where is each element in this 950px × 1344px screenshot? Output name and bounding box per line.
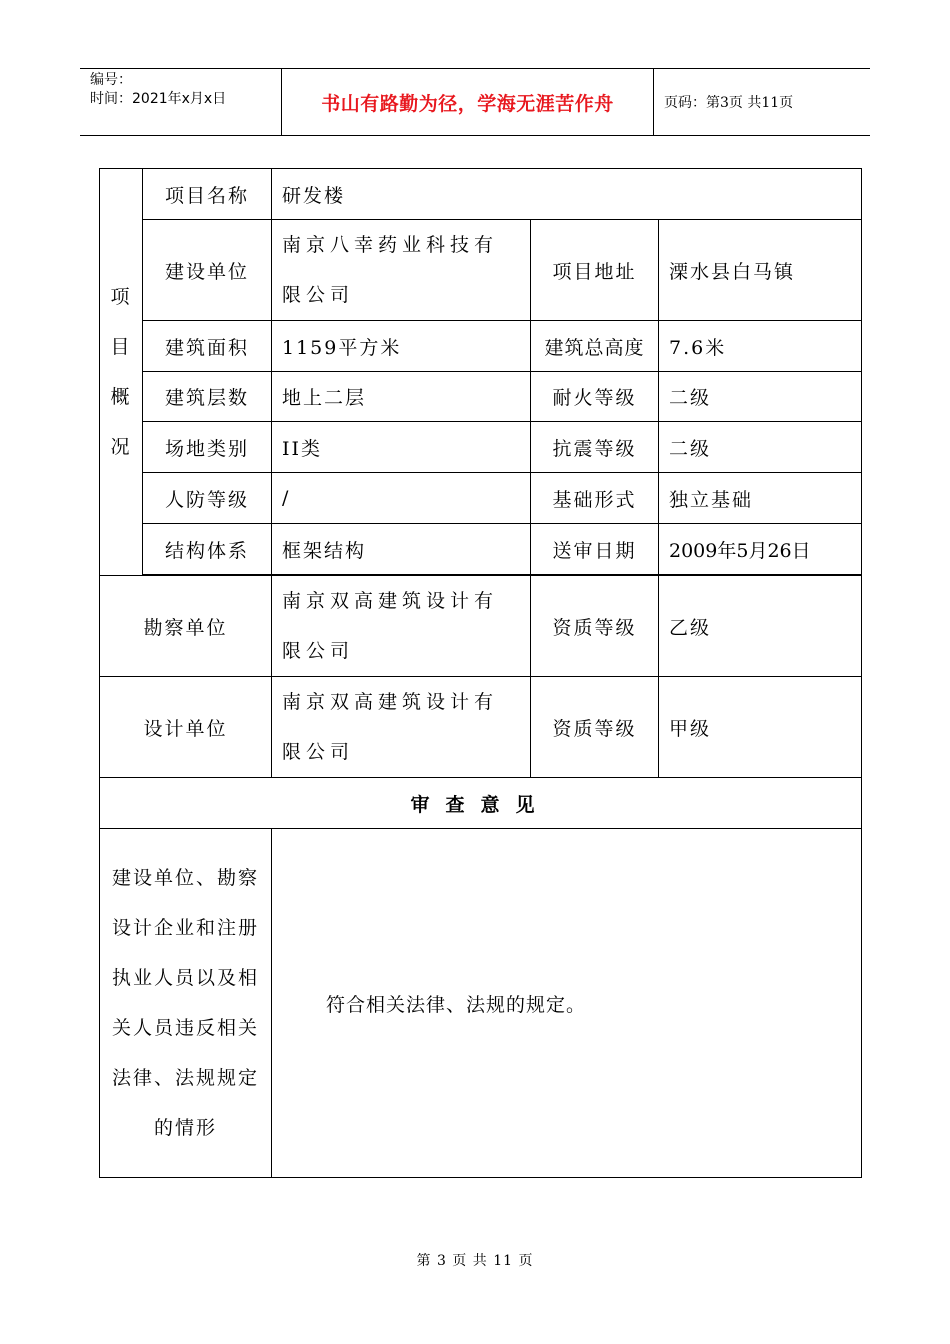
serial-label: 编号： [90, 72, 132, 88]
header-page-code: 页码：第3页 共11页 [664, 95, 794, 111]
survey-unit-label: 勘察单位 [100, 576, 272, 677]
height-label: 建筑总高度 [531, 321, 659, 372]
site-label: 场地类别 [143, 422, 272, 473]
review-opinion-title: 审查意见 [100, 778, 862, 829]
fire-label: 耐火等级 [531, 372, 659, 422]
builder-value: 南京八幸药业科技有限公司 [272, 220, 531, 321]
foundation-value: 独立基础 [659, 473, 862, 524]
review-opinion-text: 符合相关法律、法规的规定。 [272, 829, 862, 1178]
table-row [100, 372, 862, 422]
submit-date-value: 2009年5月26日 [659, 524, 862, 575]
seismic-value: 二级 [659, 422, 862, 473]
project-name-value: 研发楼 [272, 169, 862, 220]
foundation-label: 基础形式 [531, 473, 659, 524]
table-row [100, 169, 862, 220]
area-label: 建筑面积 [143, 321, 272, 372]
floors-label: 建筑层数 [143, 372, 272, 422]
overview-char: 项 [110, 286, 132, 308]
table-row [100, 473, 862, 524]
fire-value: 二级 [659, 372, 862, 422]
table-row [100, 422, 862, 473]
civil-defense-value: / [272, 473, 531, 524]
area-value: 1159平方米 [272, 321, 531, 372]
review-criteria-label: 建设单位、勘察设计企业和注册执业人员以及相关人员违反相关法律、法规规定的情形 [100, 829, 272, 1178]
overview-label [100, 169, 143, 576]
page-header [80, 68, 870, 136]
design-unit-label: 设计单位 [100, 677, 272, 778]
table-row [100, 220, 862, 321]
header-meta [80, 69, 282, 135]
overview-char: 况 [110, 436, 132, 458]
table-row [100, 524, 862, 575]
height-value: 7.6米 [659, 321, 862, 372]
seismic-label: 抗震等级 [531, 422, 659, 473]
overview-char: 目 [110, 336, 132, 358]
address-value: 溧水县白马镇 [659, 220, 862, 321]
project-name-label: 项目名称 [143, 169, 272, 220]
structure-label: 结构体系 [143, 524, 272, 575]
site-value: II类 [272, 422, 531, 473]
table-row [100, 829, 862, 1178]
address-label: 项目地址 [531, 220, 659, 321]
design-qualification-label: 资质等级 [531, 677, 659, 778]
time-label: 时间：2021年x月x日 [90, 91, 227, 107]
survey-qualification-label: 资质等级 [531, 576, 659, 677]
design-unit-value: 南京双高建筑设计有限公司 [272, 677, 531, 778]
table-row [100, 321, 862, 372]
structure-value: 框架结构 [272, 524, 531, 575]
table-row [100, 778, 862, 829]
project-review-table [99, 168, 862, 1178]
overview-char: 概 [110, 386, 132, 408]
header-motto: 书山有路勤为径，学海无涯苦作舟 [282, 69, 654, 135]
table-row [100, 576, 862, 677]
survey-unit-value: 南京双高建筑设计有限公司 [272, 576, 531, 677]
page-footer: 第 3 页 共 11 页 [416, 1253, 534, 1269]
builder-label: 建设单位 [143, 220, 272, 321]
floors-value: 地上二层 [272, 372, 531, 422]
design-qualification-value: 甲级 [659, 677, 862, 778]
survey-qualification-value: 乙级 [659, 576, 862, 677]
submit-date-label: 送审日期 [531, 524, 659, 575]
table-row [100, 677, 862, 778]
civil-defense-label: 人防等级 [143, 473, 272, 524]
